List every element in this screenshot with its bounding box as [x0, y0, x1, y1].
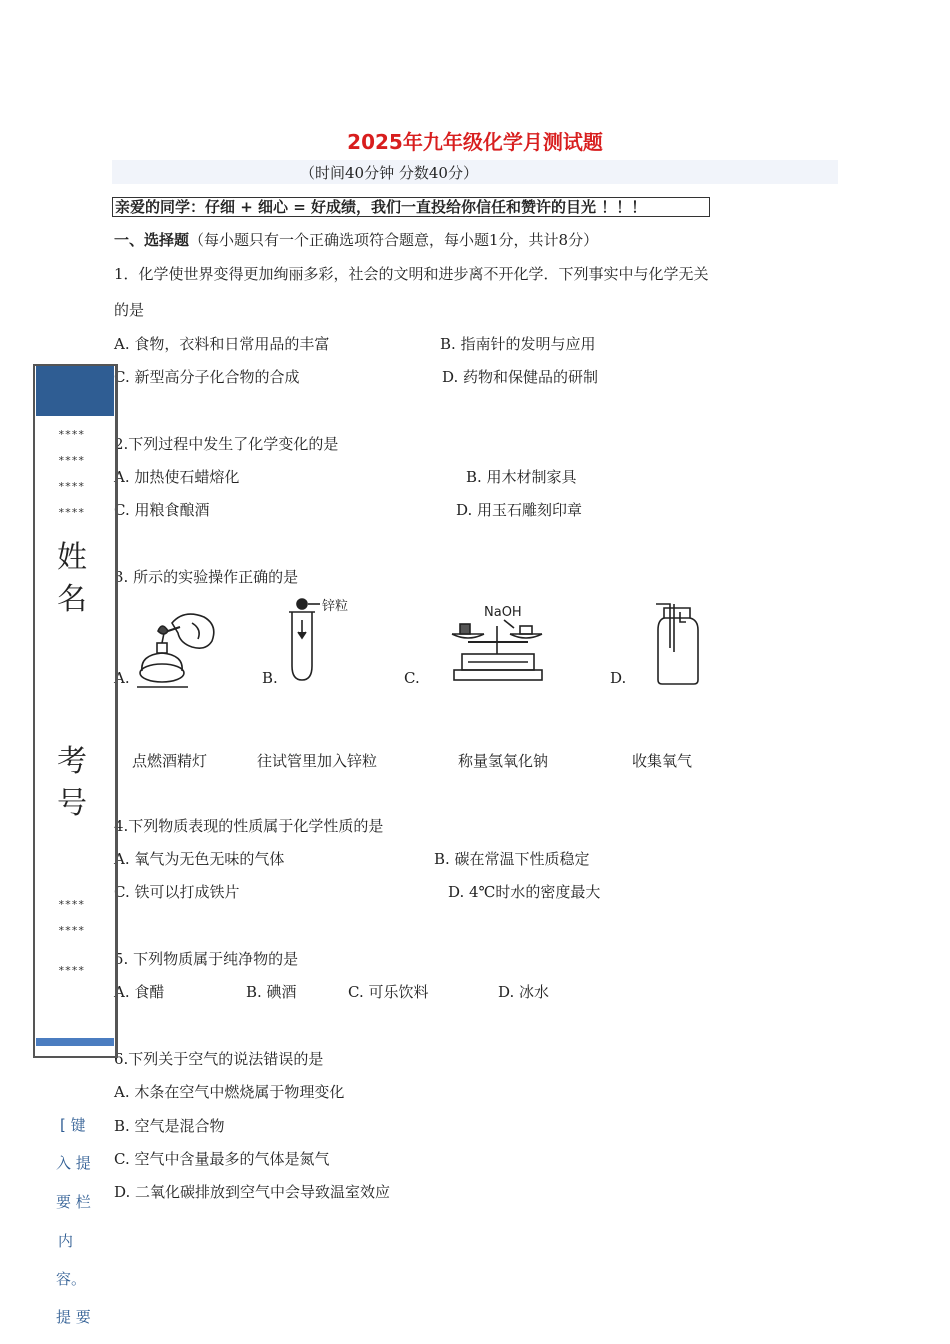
sidebar-stars: **** — [58, 428, 85, 441]
sidebar-hint-line: 容。 — [56, 1270, 87, 1288]
q3-caption-d: 收集氧气 — [632, 752, 693, 770]
q4-option-b: B. 碳在常温下性质稳定 — [434, 850, 590, 868]
q2-option-d: D. 用玉石雕刻印章 — [456, 501, 583, 519]
q5-option-c: C. 可乐饮料 — [348, 983, 429, 1001]
q3-stem: 3. 所示的实验操作正确的是 — [114, 568, 299, 586]
q4-option-a: A. 氧气为无色无味的气体 — [114, 850, 285, 868]
sidebar-stars: **** — [58, 898, 85, 911]
q3-caption-b: 往试管里加入锌粒 — [257, 752, 378, 770]
q3-label-c: C. — [404, 669, 420, 687]
name-label-char2: 名 — [57, 582, 87, 617]
exam-time-score: （时间40分钟 分数40分） — [300, 164, 478, 182]
sidebar-top-band — [36, 366, 114, 416]
q2-option-b: B. 用木材制家具 — [466, 468, 577, 486]
sidebar-hint-line: [ 键 — [60, 1116, 86, 1134]
q6-stem: 6.下列关于空气的说法错误的是 — [114, 1050, 324, 1068]
sidebar-hint-line: 要 栏 — [56, 1193, 91, 1211]
sidebar-stars: **** — [58, 480, 85, 493]
q3-label-a: A. — [114, 669, 130, 687]
sidebar-stars: **** — [58, 454, 85, 467]
q1-option-d: D. 药物和保健品的研制 — [442, 368, 599, 386]
binding-sidebar — [33, 364, 118, 1058]
zinc-label: 锌粒 — [322, 599, 349, 614]
q6-option-a: A. 木条在空气中燃烧属于物理变化 — [114, 1083, 345, 1101]
id-label-char2: 号 — [57, 786, 87, 821]
q2-option-c: C. 用粮食酿酒 — [114, 501, 210, 519]
id-label-char1: 考 — [57, 744, 87, 779]
q6-option-b: B. 空气是混合物 — [114, 1117, 225, 1135]
q6-option-c: C. 空气中含量最多的气体是氮气 — [114, 1150, 330, 1168]
naoh-label: NaOH — [484, 605, 522, 620]
q1-option-b: B. 指南针的发明与应用 — [440, 335, 596, 353]
sidebar-stars: **** — [58, 506, 85, 519]
section-heading — [114, 230, 598, 250]
name-label-char1: 姓 — [57, 540, 87, 575]
q1-stem-line1: 1．化学使世界变得更加绚丽多彩，社会的文明和进步离不开化学．下列事实中与化学无关 — [114, 265, 709, 283]
sidebar-hint-line: 入 提 — [56, 1154, 91, 1172]
q1-option-a: A. 食物，衣料和日常用品的丰富 — [114, 335, 330, 353]
q2-stem: 2.下列过程中发生了化学变化的是 — [114, 435, 339, 453]
greeting-banner: 亲爱的同学：仔细 + 细心 = 好成绩，我们一直投给你信任和赞许的目光 ！！！ — [112, 197, 710, 217]
q6-option-d: D. 二氧化碳排放到空气中会导致温室效应 — [114, 1183, 391, 1201]
q1-option-c: C. 新型高分子化合物的合成 — [114, 368, 300, 386]
q3-label-b: B. — [262, 669, 278, 687]
page-title: 2025年九年级化学月测试题 — [347, 130, 603, 154]
q4-option-d: D. 4℃时水的密度最大 — [448, 883, 601, 901]
q5-option-b: B. 碘酒 — [246, 983, 297, 1001]
q5-option-a: A. 食醋 — [114, 983, 165, 1001]
q4-stem: 4.下列物质表现的性质属于化学性质的是 — [114, 817, 384, 835]
test-tube-zinc-image — [286, 596, 366, 688]
q1-stem-line2: 的是 — [114, 301, 145, 319]
q3-caption-c: 称量氢氧化钠 — [458, 752, 549, 770]
q3-label-d: D. — [610, 669, 627, 687]
sidebar-bottom-band — [36, 1038, 114, 1046]
sidebar-hint-line: 内 — [58, 1232, 74, 1250]
section-title: 一、选择题 — [114, 231, 190, 249]
q2-option-a: A. 加热使石蜡熔化 — [114, 468, 240, 486]
q5-stem: 5. 下列物质属于纯净物的是 — [114, 950, 299, 968]
sidebar-hint-line: 提 要 — [56, 1308, 91, 1326]
q4-option-c: C. 铁可以打成铁片 — [114, 883, 240, 901]
sidebar-stars: **** — [58, 924, 85, 937]
balance-naoh-image — [444, 598, 552, 688]
section-instruction: （每小题只有一个正确选项符合题意，每小题1分，共计8分） — [189, 231, 599, 249]
gas-collection-bottle-image — [650, 598, 710, 688]
sidebar-stars: **** — [58, 964, 85, 977]
alcohol-lamp-lighting-image — [132, 603, 224, 695]
q3-caption-a: 点燃酒精灯 — [132, 752, 208, 770]
q5-option-d: D. 冰水 — [498, 983, 550, 1001]
